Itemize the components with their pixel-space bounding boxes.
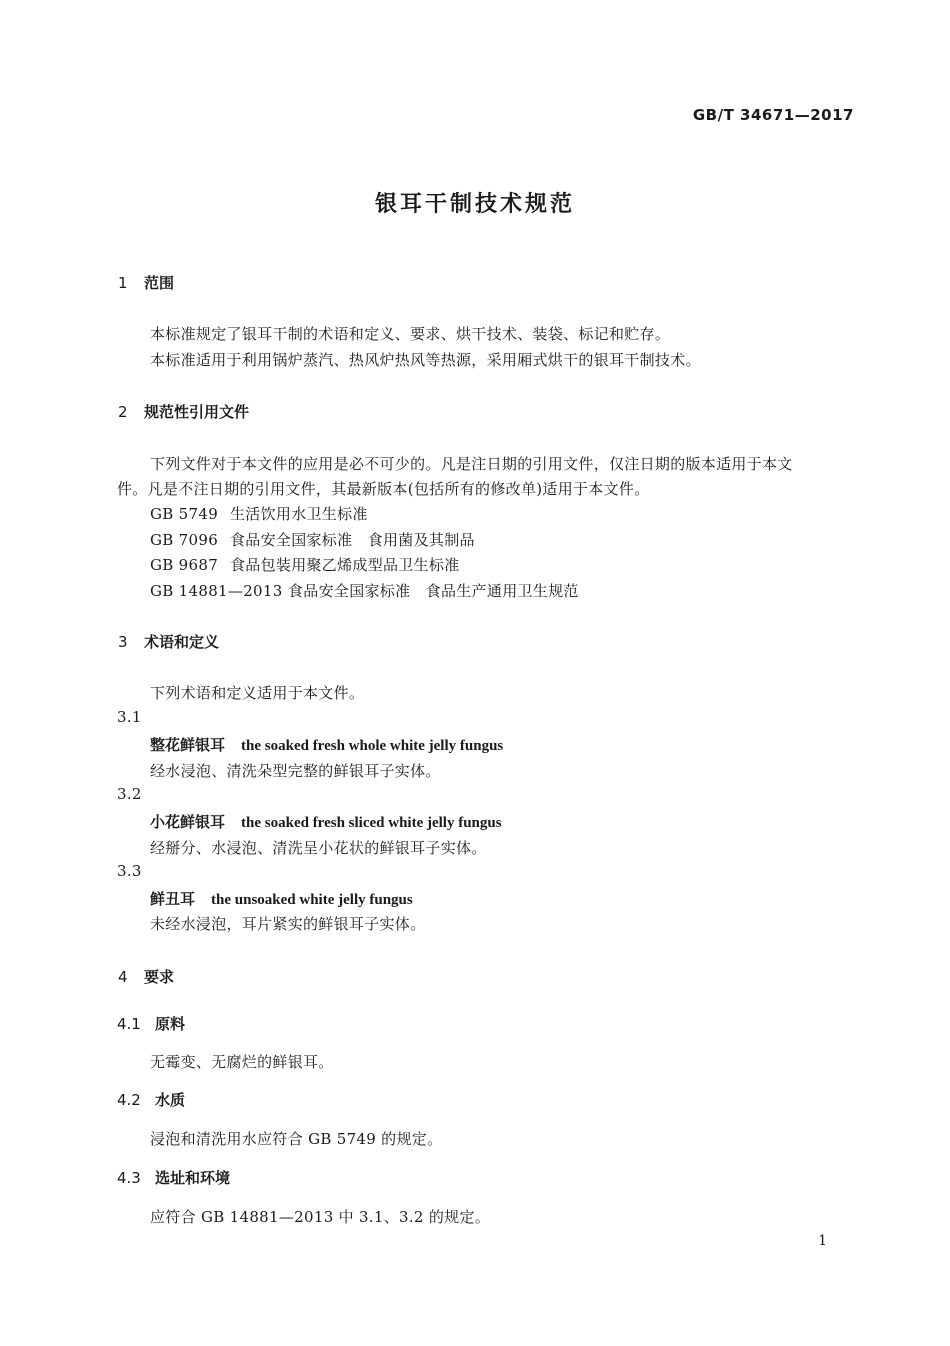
subsection-number: 4.1 bbox=[117, 1015, 141, 1033]
reference-item bbox=[150, 503, 368, 524]
paragraph-line: 下列文件对于本文件的应用是必不可少的。凡是注日期的引用文件，仅注日期的版本适用于本文 bbox=[150, 455, 793, 473]
term-chinese: 小花鲜银耳 bbox=[150, 813, 226, 831]
section-heading-3 bbox=[118, 631, 219, 652]
reference-code: GB 5749 bbox=[150, 505, 219, 523]
subsection-heading bbox=[117, 1167, 230, 1188]
page-title: 银耳干制技术规范 bbox=[374, 192, 575, 217]
subsection-heading bbox=[117, 1089, 185, 1110]
section-number: 1 bbox=[118, 274, 128, 292]
reference-item bbox=[150, 529, 475, 550]
term-heading bbox=[150, 811, 502, 832]
paragraph: 浸泡和清洗用水应符合 GB 5749 的规定。 bbox=[150, 1130, 443, 1148]
standard-code: GB/T 34671—2017 bbox=[692, 106, 854, 124]
paragraph: 应符合 GB 14881—2013 中 3.1、3.2 的规定。 bbox=[150, 1208, 491, 1226]
term-chinese: 鲜丑耳 bbox=[150, 890, 196, 908]
term-definition: 经水浸泡、清洗朵型完整的鲜银耳子实体。 bbox=[150, 762, 441, 780]
reference-item bbox=[150, 580, 579, 601]
term-english: the soaked fresh whole white jelly fungus bbox=[241, 738, 504, 754]
reference-title: 生活饮用水卫生标准 bbox=[230, 505, 368, 523]
reference-title: 食品安全国家标准 食用菌及其制品 bbox=[230, 531, 475, 549]
term-heading bbox=[150, 888, 413, 909]
section-heading-4 bbox=[118, 966, 174, 987]
subsection-number: 4.3 bbox=[117, 1169, 141, 1187]
subsection-title: 选址和环境 bbox=[155, 1169, 231, 1187]
subsection-heading bbox=[117, 1013, 185, 1034]
paragraph: 本标准适用于利用锅炉蒸汽、热风炉热风等热源，采用厢式烘干的银耳干制技术。 bbox=[150, 351, 701, 369]
term-chinese: 整花鲜银耳 bbox=[150, 736, 226, 754]
term-definition: 经掰分、水浸泡、清洗呈小花状的鲜银耳子实体。 bbox=[150, 839, 487, 857]
subsection-title: 原料 bbox=[155, 1015, 186, 1033]
paragraph-line: 件。凡是不注日期的引用文件，其最新版本(包括所有的修改单)适用于本文件。 bbox=[117, 480, 650, 498]
term-number: 3.2 bbox=[117, 785, 142, 803]
reference-code: GB 14881—2013 bbox=[150, 582, 283, 600]
term-heading bbox=[150, 734, 503, 755]
term-number: 3.1 bbox=[117, 708, 142, 726]
section-title: 范围 bbox=[144, 274, 175, 292]
paragraph: 下列术语和定义适用于本文件。 bbox=[150, 684, 365, 702]
page-number: 1 bbox=[818, 1233, 827, 1249]
reference-code: GB 9687 bbox=[150, 556, 219, 574]
section-number: 3 bbox=[118, 633, 128, 651]
term-english: the unsoaked white jelly fungus bbox=[211, 892, 413, 908]
reference-item bbox=[150, 554, 460, 575]
section-title: 规范性引用文件 bbox=[144, 403, 250, 421]
section-heading-1 bbox=[118, 272, 174, 293]
reference-title: 食品包装用聚乙烯成型品卫生标准 bbox=[230, 556, 460, 574]
term-english: the soaked fresh sliced white jelly fungus bbox=[241, 815, 502, 831]
subsection-title: 水质 bbox=[155, 1091, 186, 1109]
paragraph: 本标准规定了银耳干制的术语和定义、要求、烘干技术、装袋、标记和贮存。 bbox=[150, 325, 671, 343]
section-number: 2 bbox=[118, 403, 128, 421]
term-definition: 未经水浸泡，耳片紧实的鲜银耳子实体。 bbox=[150, 915, 426, 933]
reference-title: 食品安全国家标准 食品生产通用卫生规范 bbox=[288, 582, 579, 600]
paragraph: 无霉变、无腐烂的鲜银耳。 bbox=[150, 1053, 334, 1071]
subsection-number: 4.2 bbox=[117, 1091, 141, 1109]
reference-code: GB 7096 bbox=[150, 531, 219, 549]
section-heading-2 bbox=[118, 401, 249, 422]
section-number: 4 bbox=[118, 968, 128, 986]
section-title: 要求 bbox=[144, 968, 175, 986]
term-number: 3.3 bbox=[117, 862, 142, 880]
section-title: 术语和定义 bbox=[144, 633, 220, 651]
